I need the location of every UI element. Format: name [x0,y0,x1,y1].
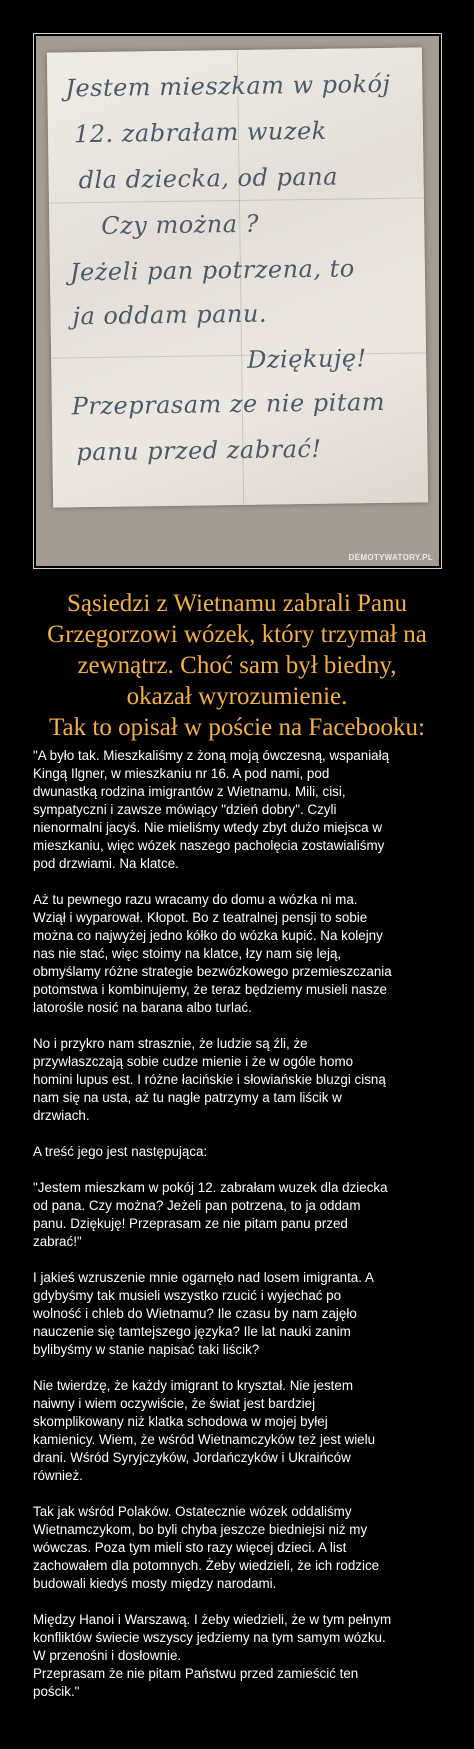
paragraph [33,1143,445,1161]
text-line: zachowałem dla potomnych. Żeby wiedzieli, że ich rodzice [33,1558,380,1573]
text-line: Tak jak wśród Polaków. Ostatecznie wózek oddaliśmy [33,1504,352,1519]
text-line: nauczenie się tamtejszego języka? Ile lat nauki zanim [33,1324,351,1339]
text-line: konfliktów świecie wszyscy jedziemy na tym samym wózku. [33,1630,386,1645]
text-line: gdybyśmy tak musieli wszystko rzucić i wyjechać po [33,1288,342,1303]
text-line: Między Hanoi i Warszawą. I żeby wiedzieli, że w tym pełnym [33,1612,392,1627]
title-line: Tak to opisał w poście na Facebooku: [49,714,425,741]
text-line: drani. Wśród Syryjczyków, Jordańczyków i Ukraińców [33,1450,351,1465]
text-line: od pana. Czy można? Jeżeli pan potrzena, to ja oddam [33,1198,361,1213]
text-line: dwunastką rodzina imigrantów z Wietnamu. Mili, cisi, [33,784,346,799]
text-line: kamienicy. Wiem, że wśród Wietnamczyków też jest wielu [33,1432,376,1447]
text-line: potomstwa i kombinujemy, że teraz będziemy musieli nasze [33,982,388,997]
text-line: pod drzwiami. Na klatce. [33,856,179,871]
paragraph [33,1611,445,1701]
text-line: "A było tak. Mieszkaliśmy z żoną moją ówczesną, wspaniałą [33,748,390,763]
text-line: I jakieś wzruszenie mnie ogarnęło nad losem imigranta. A [33,1270,374,1285]
text-line: skomplikowany niż klatka schodowa w mojej byłej [33,1414,328,1429]
paragraph [33,1377,445,1485]
title-line: Grzegorzowi wózek, który trzymał na [47,621,427,648]
text-line: nienormalni jacyś. Nie mieliśmy wtedy zbyt dużo miejsca w [33,820,383,835]
text-line: Aż tu pewnego razu wracamy do domu a wózka ni ma. [33,892,358,907]
post-text [33,747,445,1719]
title-line: Sąsiedzi z Wietnamu zabrali Panu [66,590,408,617]
title-line: zewnątrz. Choć sam był biedny, [77,652,397,679]
text-line: obmyślamy różne strategie bezwózkowego przemieszczania [33,964,392,979]
text-line: W przenośni i dosłownie. [33,1648,182,1663]
text-line: budowali kiedyś mosty między narodami. [33,1576,277,1591]
text-line: homini lupus est. I różne łacińskie i słowiańskie bluzgi cisną [33,1072,386,1087]
text-line: drzwiach. [33,1108,90,1123]
handwritten-line: Przeprasam ze nie pitam [71,387,386,421]
text-line: A treść jego jest następująca: [33,1144,208,1159]
paragraph [33,1179,445,1251]
text-line: latorośle nosić na barana albo turlać. [33,1000,252,1015]
text-line: pościk." [33,1684,80,1699]
paragraph [33,747,445,873]
text-line: panu. Dziękuję! Przeprasam ze nie pitam panu przed [33,1216,348,1231]
handwritten-line: 12. zabrałam wuzek [73,116,327,149]
handwritten-line: Czy można ? [101,209,260,240]
handwritten-line: Jeżeli pan potrzena, to [69,254,355,287]
paragraph [33,891,445,1017]
handwritten-line: Dziękuję! [246,344,367,374]
photo-frame [33,33,442,569]
paragraph [33,1035,445,1125]
text-line: Przeprasam że nie pitam Państwu przed zamieścić ten [33,1666,359,1681]
handwritten-line: Jestem mieszkam w pokój [65,69,391,103]
handwritten-line: ja oddam panu. [72,299,268,331]
title-line: okazał wyrozumienie. [126,683,348,710]
text-line: bylibyśmy w stanie napisać taki liścik? [33,1342,260,1357]
handwritten-line: dla dziecka, od pana [78,162,339,195]
note-photo [36,36,439,566]
text-line: sympatyczni i zawsze mówiący "dzień dobry". Czyli [33,802,337,817]
text-line: "Jestem mieszkam w pokój 12. zabrałam wuzek dla dziecka [33,1180,388,1195]
handwritten-line: panu przed zabrać! [76,434,322,467]
watermark: DEMOTYWATORY.PL [348,553,433,562]
text-line: Wziął i wyparował. Kłopot. Bo z teatralnej pensji to sobie [33,910,368,925]
text-line: Wietnamczykom, bo byli chyba jeszcze biedniejsi niż my [33,1522,368,1537]
text-line: naiwny i wiem oczywiście, że świat jest bardziej [33,1396,316,1411]
text-line: nam się na usta, aż tu nagle patrzymy a tam liścik w [33,1090,342,1105]
text-line: Kingą Ilgner, w mieszkaniu nr 16. A pod nami, pod [33,766,330,781]
text-line: zabrać!" [33,1234,82,1249]
text-line: wolność i chleb do Wietnamu? Ile czasu by nam zajęło [33,1306,357,1321]
paragraph [33,1269,445,1359]
paragraph [33,1503,445,1593]
text-line: nas nie stać, więc stoimy na klatce, łzy nam się leją, [33,946,342,961]
text-line: przywłaszczają sobie cudze mienie i że w ogóle homo [33,1054,354,1069]
text-line: można co najwyżej jedno kółko do wózka kupić. Na kolejny [33,928,383,943]
text-line: mieszkaniu, więc wózek naszego pacholęcia zostawialiśmy [33,838,385,853]
text-line: wówczas. Poza tym mieli sto razy więcej dzieci. A list [33,1540,347,1555]
poster-title [10,588,464,743]
handwritten-note [47,47,428,507]
text-line: również. [33,1468,83,1483]
text-line: Nie twierdzę, że każdy imigrant to kryształ. Nie jestem [33,1378,353,1393]
text-line: No i przykro nam strasznie, że ludzie są źli, że [33,1036,308,1051]
